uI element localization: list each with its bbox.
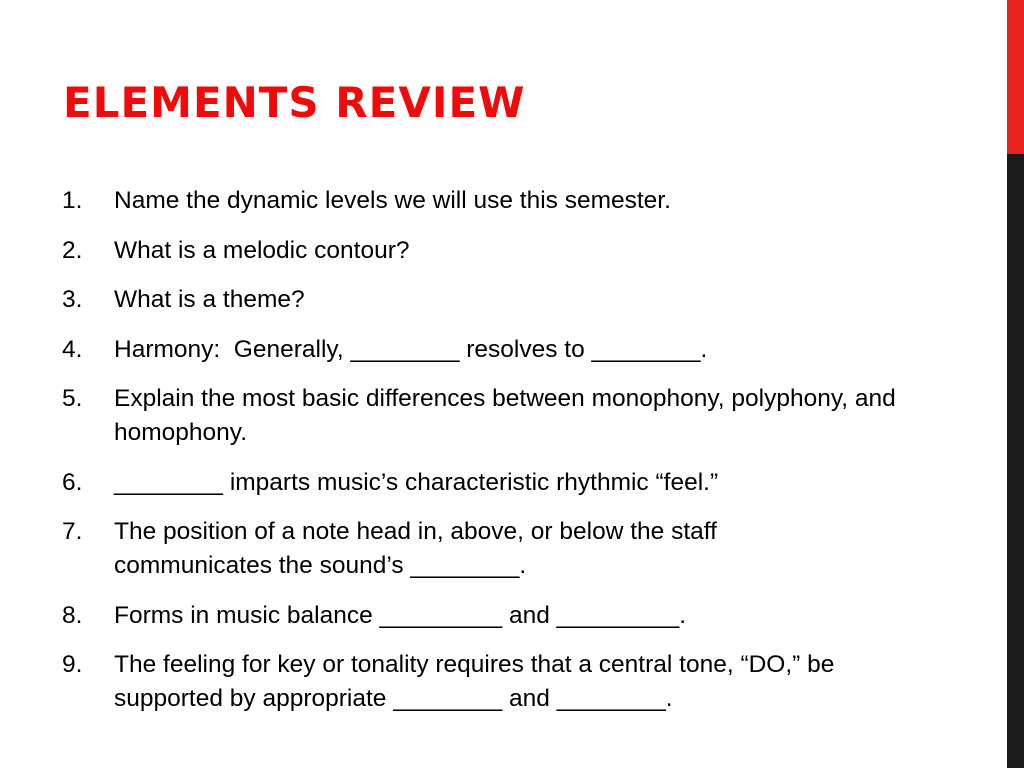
question-item-2 (62, 234, 962, 268)
question-text: Harmony: Generally, ________ resolves to ________. (114, 335, 708, 363)
question-item-9 (62, 648, 962, 716)
question-item-6 (62, 466, 962, 500)
question-text: The feeling for key or tonality requires that a central tone, “DO,” be supported by appropriate ________ and ________. (114, 651, 835, 712)
question-item-5 (62, 382, 962, 450)
question-text: What is a melodic contour? (114, 236, 410, 264)
question-text: Forms in music balance _________ and _________. (114, 601, 687, 629)
question-number: 4. (62, 335, 83, 363)
question-number: 1. (62, 187, 83, 214)
question-number: 9. (62, 651, 83, 678)
accent-bar-top (1007, 0, 1024, 154)
question-text: What is a theme? (114, 286, 305, 313)
accent-bar-bottom (1007, 154, 1024, 768)
question-text: Name the dynamic levels we will use this semester. (114, 187, 671, 214)
question-number: 2. (62, 236, 83, 264)
question-number: 8. (62, 601, 83, 629)
question-item-7 (62, 515, 962, 583)
question-item-1 (62, 184, 962, 218)
question-item-8 (62, 599, 962, 633)
question-text: Explain the most basic differences between monophony, polyphony, and homophony. (114, 385, 896, 446)
slide-title: ELEMENTS REVIEW (63, 78, 526, 127)
question-text: ________ imparts music’s characteristic rhythmic “feel.” (114, 468, 719, 496)
question-number: 7. (62, 518, 83, 545)
question-number: 5. (62, 385, 83, 412)
question-item-3 (62, 283, 962, 317)
question-number: 3. (62, 286, 83, 313)
question-list (62, 184, 962, 732)
question-item-4 (62, 333, 962, 367)
question-text: The position of a note head in, above, or below the staff communicates the sound’s ________. (114, 518, 717, 579)
question-number: 6. (62, 468, 83, 496)
